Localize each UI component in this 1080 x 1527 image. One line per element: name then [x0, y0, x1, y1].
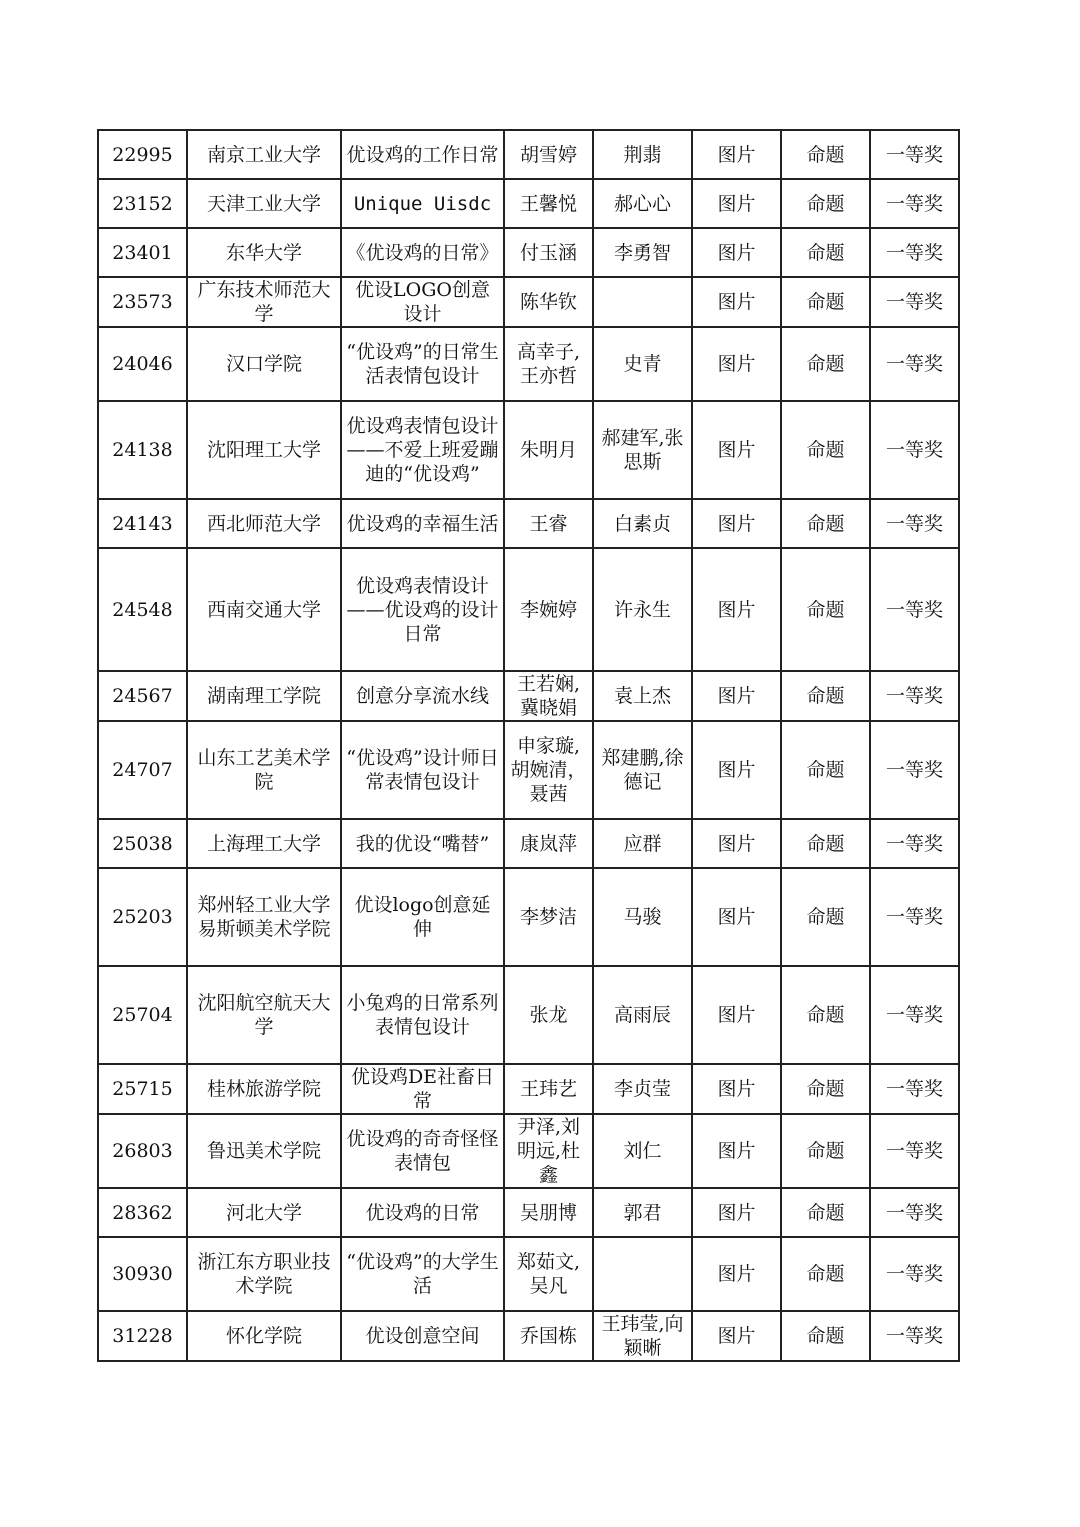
authors-cell: 高幸子,王亦哲 — [504, 327, 593, 401]
entry-id-cell: 31228 — [98, 1311, 187, 1361]
advisor-cell: 王玮莹,向颖晰 — [593, 1311, 692, 1361]
entry-id-cell: 24046 — [98, 327, 187, 401]
entry-id-cell: 24143 — [98, 499, 187, 548]
award-cell: 一等奖 — [870, 1237, 959, 1311]
work-type-cell: 图片 — [692, 1311, 781, 1361]
school-cell: 西南交通大学 — [187, 548, 341, 671]
award-cell: 一等奖 — [870, 1188, 959, 1237]
table-row — [98, 130, 959, 179]
entry-id-cell: 24707 — [98, 721, 187, 819]
work-title-cell: 优设鸡表情包设计——不爱上班爱蹦迪的“优设鸡” — [341, 401, 504, 499]
table-row — [98, 1188, 959, 1237]
authors-cell: 李婉婷 — [504, 548, 593, 671]
award-cell: 一等奖 — [870, 548, 959, 671]
work-type-cell: 图片 — [692, 671, 781, 721]
school-cell: 桂林旅游学院 — [187, 1064, 341, 1114]
advisor-cell: 白素贞 — [593, 499, 692, 548]
work-title-cell: 优设鸡的工作日常 — [341, 130, 504, 179]
authors-cell: 郑茹文,吴凡 — [504, 1237, 593, 1311]
table-row — [98, 228, 959, 277]
entry-id-cell: 23152 — [98, 179, 187, 228]
advisor-cell — [593, 1237, 692, 1311]
category-cell: 命题 — [781, 671, 870, 721]
school-cell: 广东技术师范大学 — [187, 277, 341, 327]
work-type-cell: 图片 — [692, 1237, 781, 1311]
work-title-cell: 优设鸡的奇奇怪怪表情包 — [341, 1114, 504, 1188]
table-row — [98, 966, 959, 1064]
category-cell: 命题 — [781, 1188, 870, 1237]
authors-cell: 张龙 — [504, 966, 593, 1064]
work-title-cell: “优设鸡”设计师日常表情包设计 — [341, 721, 504, 819]
category-cell: 命题 — [781, 1114, 870, 1188]
work-title-cell: 优设鸡DE社畜日常 — [341, 1064, 504, 1114]
entry-id-cell: 30930 — [98, 1237, 187, 1311]
entry-id-cell: 25704 — [98, 966, 187, 1064]
work-title-cell: 优设鸡的幸福生活 — [341, 499, 504, 548]
advisor-cell: 应群 — [593, 819, 692, 868]
advisor-cell: 袁上杰 — [593, 671, 692, 721]
work-title-cell: 优设鸡的日常 — [341, 1188, 504, 1237]
work-title-cell: Unique Uisdc — [341, 179, 504, 228]
award-cell: 一等奖 — [870, 671, 959, 721]
authors-cell: 吴朋博 — [504, 1188, 593, 1237]
award-cell: 一等奖 — [870, 228, 959, 277]
table-row — [98, 327, 959, 401]
entry-id-cell: 28362 — [98, 1188, 187, 1237]
awards-table — [97, 129, 960, 1362]
award-cell: 一等奖 — [870, 401, 959, 499]
school-cell: 湖南理工学院 — [187, 671, 341, 721]
table-row — [98, 1114, 959, 1188]
school-cell: 河北大学 — [187, 1188, 341, 1237]
table-row — [98, 721, 959, 819]
authors-cell: 胡雪婷 — [504, 130, 593, 179]
school-cell: 郑州轻工业大学易斯顿美术学院 — [187, 868, 341, 966]
work-type-cell: 图片 — [692, 179, 781, 228]
work-title-cell: 优设logo创意延伸 — [341, 868, 504, 966]
award-cell: 一等奖 — [870, 1311, 959, 1361]
work-title-cell: 《优设鸡的日常》 — [341, 228, 504, 277]
school-cell: 汉口学院 — [187, 327, 341, 401]
authors-cell: 朱明月 — [504, 401, 593, 499]
work-type-cell: 图片 — [692, 327, 781, 401]
authors-cell: 王睿 — [504, 499, 593, 548]
work-type-cell: 图片 — [692, 868, 781, 966]
table-row — [98, 1311, 959, 1361]
work-type-cell: 图片 — [692, 499, 781, 548]
work-title-cell: 创意分享流水线 — [341, 671, 504, 721]
school-cell: 怀化学院 — [187, 1311, 341, 1361]
work-type-cell: 图片 — [692, 548, 781, 671]
table-row — [98, 401, 959, 499]
advisor-cell: 高雨辰 — [593, 966, 692, 1064]
entry-id-cell: 26803 — [98, 1114, 187, 1188]
advisor-cell: 许永生 — [593, 548, 692, 671]
award-cell: 一等奖 — [870, 1064, 959, 1114]
category-cell: 命题 — [781, 130, 870, 179]
work-type-cell: 图片 — [692, 1114, 781, 1188]
school-cell: 天津工业大学 — [187, 179, 341, 228]
work-type-cell: 图片 — [692, 130, 781, 179]
authors-cell: 申家璇,胡婉清，聂茜 — [504, 721, 593, 819]
table-row — [98, 548, 959, 671]
school-cell: 南京工业大学 — [187, 130, 341, 179]
work-type-cell: 图片 — [692, 1064, 781, 1114]
school-cell: 东华大学 — [187, 228, 341, 277]
authors-cell: 康岚萍 — [504, 819, 593, 868]
entry-id-cell: 24548 — [98, 548, 187, 671]
school-cell: 上海理工大学 — [187, 819, 341, 868]
category-cell: 命题 — [781, 228, 870, 277]
advisor-cell: 郑建鹏,徐德记 — [593, 721, 692, 819]
category-cell: 命题 — [781, 401, 870, 499]
category-cell: 命题 — [781, 1311, 870, 1361]
entry-id-cell: 25038 — [98, 819, 187, 868]
award-cell: 一等奖 — [870, 327, 959, 401]
award-cell: 一等奖 — [870, 277, 959, 327]
award-cell: 一等奖 — [870, 721, 959, 819]
work-type-cell: 图片 — [692, 966, 781, 1064]
authors-cell: 王馨悦 — [504, 179, 593, 228]
category-cell: 命题 — [781, 819, 870, 868]
advisor-cell: 史青 — [593, 327, 692, 401]
advisor-cell: 李勇智 — [593, 228, 692, 277]
work-type-cell: 图片 — [692, 401, 781, 499]
advisor-cell: 荆翡 — [593, 130, 692, 179]
award-cell: 一等奖 — [870, 130, 959, 179]
school-cell: 山东工艺美术学院 — [187, 721, 341, 819]
category-cell: 命题 — [781, 721, 870, 819]
table-row — [98, 179, 959, 228]
entry-id-cell: 25715 — [98, 1064, 187, 1114]
advisor-cell — [593, 277, 692, 327]
advisor-cell: 郝建军,张思斯 — [593, 401, 692, 499]
advisor-cell: 刘仁 — [593, 1114, 692, 1188]
category-cell: 命题 — [781, 327, 870, 401]
entry-id-cell: 24138 — [98, 401, 187, 499]
work-type-cell: 图片 — [692, 1188, 781, 1237]
authors-cell: 陈华钦 — [504, 277, 593, 327]
awards-table-body — [98, 130, 959, 1361]
category-cell: 命题 — [781, 277, 870, 327]
authors-cell: 乔国栋 — [504, 1311, 593, 1361]
work-title-cell: “优设鸡”的大学生活 — [341, 1237, 504, 1311]
category-cell: 命题 — [781, 179, 870, 228]
table-row — [98, 277, 959, 327]
advisor-cell: 郭君 — [593, 1188, 692, 1237]
authors-cell: 付玉涵 — [504, 228, 593, 277]
school-cell: 浙江东方职业技术学院 — [187, 1237, 341, 1311]
authors-cell: 尹泽,刘明远,杜鑫 — [504, 1114, 593, 1188]
category-cell: 命题 — [781, 1064, 870, 1114]
category-cell: 命题 — [781, 548, 870, 671]
work-title-cell: 优设创意空间 — [341, 1311, 504, 1361]
school-cell: 沈阳航空航天大学 — [187, 966, 341, 1064]
school-cell: 鲁迅美术学院 — [187, 1114, 341, 1188]
table-row — [98, 1237, 959, 1311]
school-cell: 西北师范大学 — [187, 499, 341, 548]
table-row — [98, 1064, 959, 1114]
table-row — [98, 671, 959, 721]
award-cell: 一等奖 — [870, 819, 959, 868]
work-title-cell: 小兔鸡的日常系列表情包设计 — [341, 966, 504, 1064]
school-cell: 沈阳理工大学 — [187, 401, 341, 499]
work-type-cell: 图片 — [692, 819, 781, 868]
award-cell: 一等奖 — [870, 499, 959, 548]
work-type-cell: 图片 — [692, 721, 781, 819]
work-title-cell: 优设鸡表情设计——优设鸡的设计日常 — [341, 548, 504, 671]
table-row — [98, 819, 959, 868]
work-title-cell: 优设LOGO创意设计 — [341, 277, 504, 327]
work-type-cell: 图片 — [692, 228, 781, 277]
advisor-cell: 郝心心 — [593, 179, 692, 228]
advisor-cell: 李贞莹 — [593, 1064, 692, 1114]
entry-id-cell: 23401 — [98, 228, 187, 277]
authors-cell: 王玮艺 — [504, 1064, 593, 1114]
table-row — [98, 499, 959, 548]
award-cell: 一等奖 — [870, 868, 959, 966]
work-title-cell: “优设鸡”的日常生活表情包设计 — [341, 327, 504, 401]
entry-id-cell: 25203 — [98, 868, 187, 966]
award-cell: 一等奖 — [870, 966, 959, 1064]
work-type-cell: 图片 — [692, 277, 781, 327]
entry-id-cell: 22995 — [98, 130, 187, 179]
authors-cell: 王若娴,冀晓娟 — [504, 671, 593, 721]
category-cell: 命题 — [781, 966, 870, 1064]
category-cell: 命题 — [781, 868, 870, 966]
award-cell: 一等奖 — [870, 179, 959, 228]
advisor-cell: 马骏 — [593, 868, 692, 966]
award-cell: 一等奖 — [870, 1114, 959, 1188]
category-cell: 命题 — [781, 1237, 870, 1311]
entry-id-cell: 23573 — [98, 277, 187, 327]
authors-cell: 李梦洁 — [504, 868, 593, 966]
category-cell: 命题 — [781, 499, 870, 548]
work-title-cell: 我的优设“嘴替” — [341, 819, 504, 868]
table-row — [98, 868, 959, 966]
entry-id-cell: 24567 — [98, 671, 187, 721]
